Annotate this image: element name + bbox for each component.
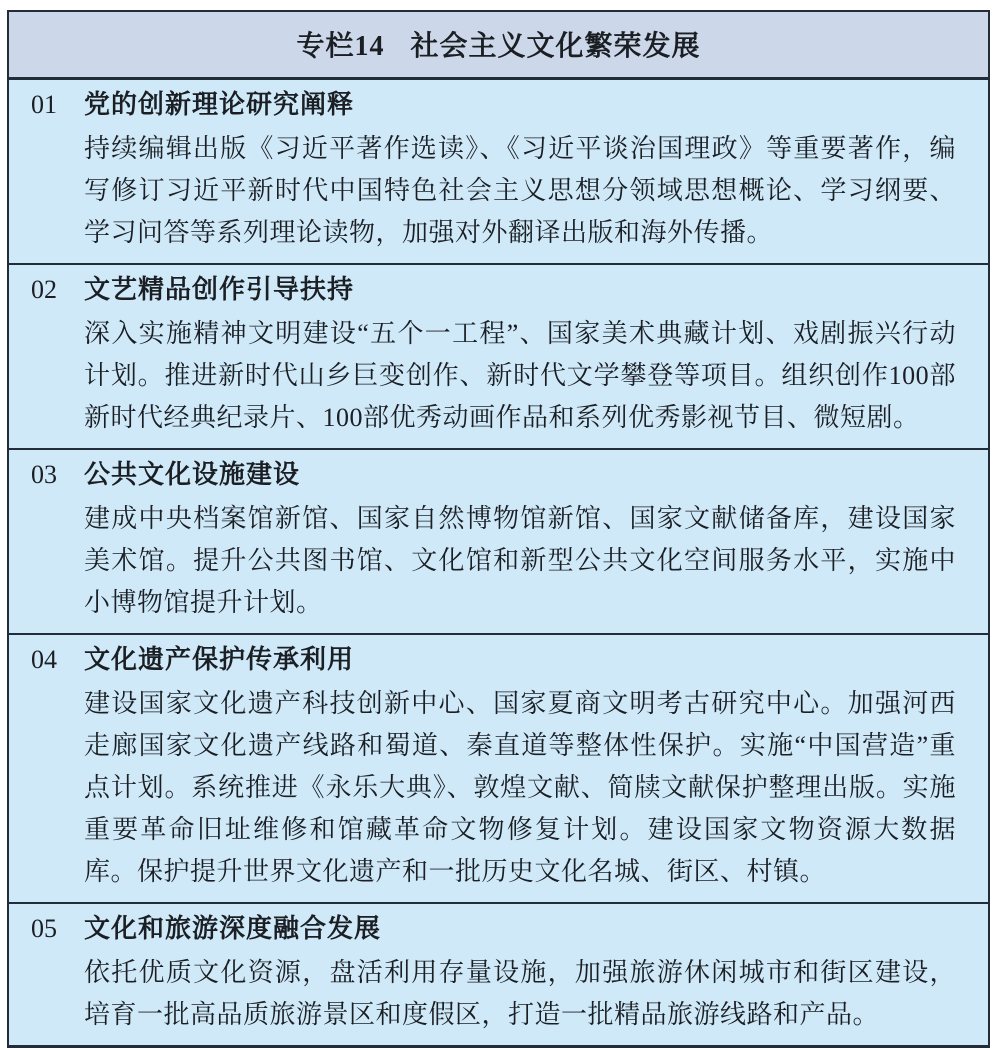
section-heading: 文化和旅游深度融合发展: [84, 914, 382, 943]
section: [9, 80, 988, 265]
panel-title-prefix: 专栏14: [296, 31, 385, 62]
section-heading: 党的创新理论研究阐释: [84, 90, 355, 119]
section-number: 02: [31, 275, 57, 304]
section-heading: 公共文化设施建设: [84, 460, 301, 489]
section: [9, 265, 988, 450]
section-body: 建设国家文化遗产科技创新中心、国家夏商文明考古研究中心。加强河西走廊国家文化遗产线路和蜀道、秦直道等整体性保护。实施“中国营造”重点计划。系统推进《永乐大典》、敦煌文献、简牍文献保护整理出版。实施重要革命旧址维修和馆藏革命文物修复计划。建设国家文物资源大数据库。保护提升世界文化遗产和一批历史文化名城、街区、村镇。: [84, 689, 956, 886]
section-body: 建成中央档案馆新馆、国家自然博物馆新馆、国家文献储备库，建设国家美术馆。提升公共图书馆、文化馆和新型公共文化空间服务水平，实施中小博物馆提升计划。: [84, 504, 956, 617]
section-number: 05: [31, 914, 57, 943]
section-body: 依托优质文化资源，盘活利用存量设施，加强旅游休闲城市和街区建设，培育一批高品质旅游景区和度假区，打造一批精品旅游线路和产品。: [84, 958, 956, 1029]
section-number: 03: [31, 460, 57, 489]
section-header: [31, 84, 956, 126]
section-body: 深入实施精神文明建设“五个一工程”、国家美术典藏计划、戏剧振兴行动计划。推进新时代山乡巨变创作、新时代文学攀登等项目。组织创作100部新时代经典纪录片、100部优秀动画作品和系列优秀影视节目、微短剧。: [84, 319, 956, 432]
section-heading: 文艺精品创作引导扶持: [84, 275, 355, 304]
section-header: [31, 908, 956, 950]
section-body: 持续编辑出版《习近平著作选读》、《习近平谈治国理政》等重要著作，编写修订习近平新时代中国特色社会主义思想分领域思想概论、学习纲要、学习问答等系列理论读物，加强对外翻译出版和海外传播。: [84, 134, 956, 247]
section-header: [31, 269, 956, 311]
panel-title: [9, 12, 988, 80]
panel-title-text: 社会主义文化繁荣发展: [410, 31, 701, 62]
section-header: [31, 454, 956, 496]
section: [9, 450, 988, 635]
sections: [9, 80, 988, 1045]
column-panel: [7, 10, 990, 1048]
section-header: [31, 639, 956, 681]
section-number: 04: [31, 645, 57, 674]
section-heading: 文化遗产保护传承利用: [84, 645, 355, 674]
section-number: 01: [31, 90, 57, 119]
section: [9, 635, 988, 904]
